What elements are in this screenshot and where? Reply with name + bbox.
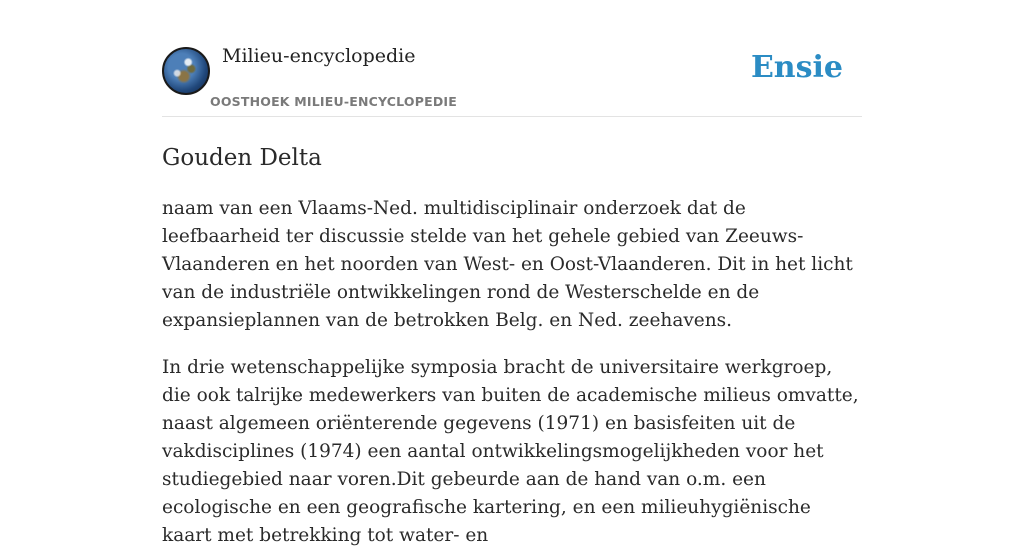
article-paragraph: naam van een Vlaams-Ned. multidisciplinair onderzoek dat de leefbaarheid ter discussie stelde van het gehele gebied van Zeeuws-Vlaanderen en het noorden van West- en Oost-Vlaanderen. Dit in het licht van de industriële ontwikkelingen rond de Westerschelde en de expansieplannen van de betrokken Belg. en Ned. zeehavens. — [162, 198, 853, 331]
article-paragraph: In drie wetenschappelijke symposia bracht de universitaire werkgroep, die ook talrijke medewerkers van buiten de academische milieus omvatte, naast algemeen oriënterende gegevens (1971) en basisfeiten uit de vakdisciplines (1974) een aantal ontwikkelingsmogelijkheden voor het studiegebied naar voren.Dit gebeurde aan de hand van o.m. een ecologische en een geografische kartering, en een milieuhygiënische kaart met betrekking tot water- en — [162, 357, 859, 546]
globe-icon[interactable] — [162, 47, 210, 95]
page — [162, 0, 862, 550]
ensie-logo-link[interactable]: Ensie — [750, 50, 843, 85]
article-title: Gouden Delta — [162, 145, 322, 171]
site-subtitle: OOSTHOEK MILIEU-ENCYCLOPEDIE — [210, 94, 457, 109]
site-header — [162, 0, 862, 117]
site-title[interactable]: Milieu-encyclopedie — [222, 45, 416, 67]
